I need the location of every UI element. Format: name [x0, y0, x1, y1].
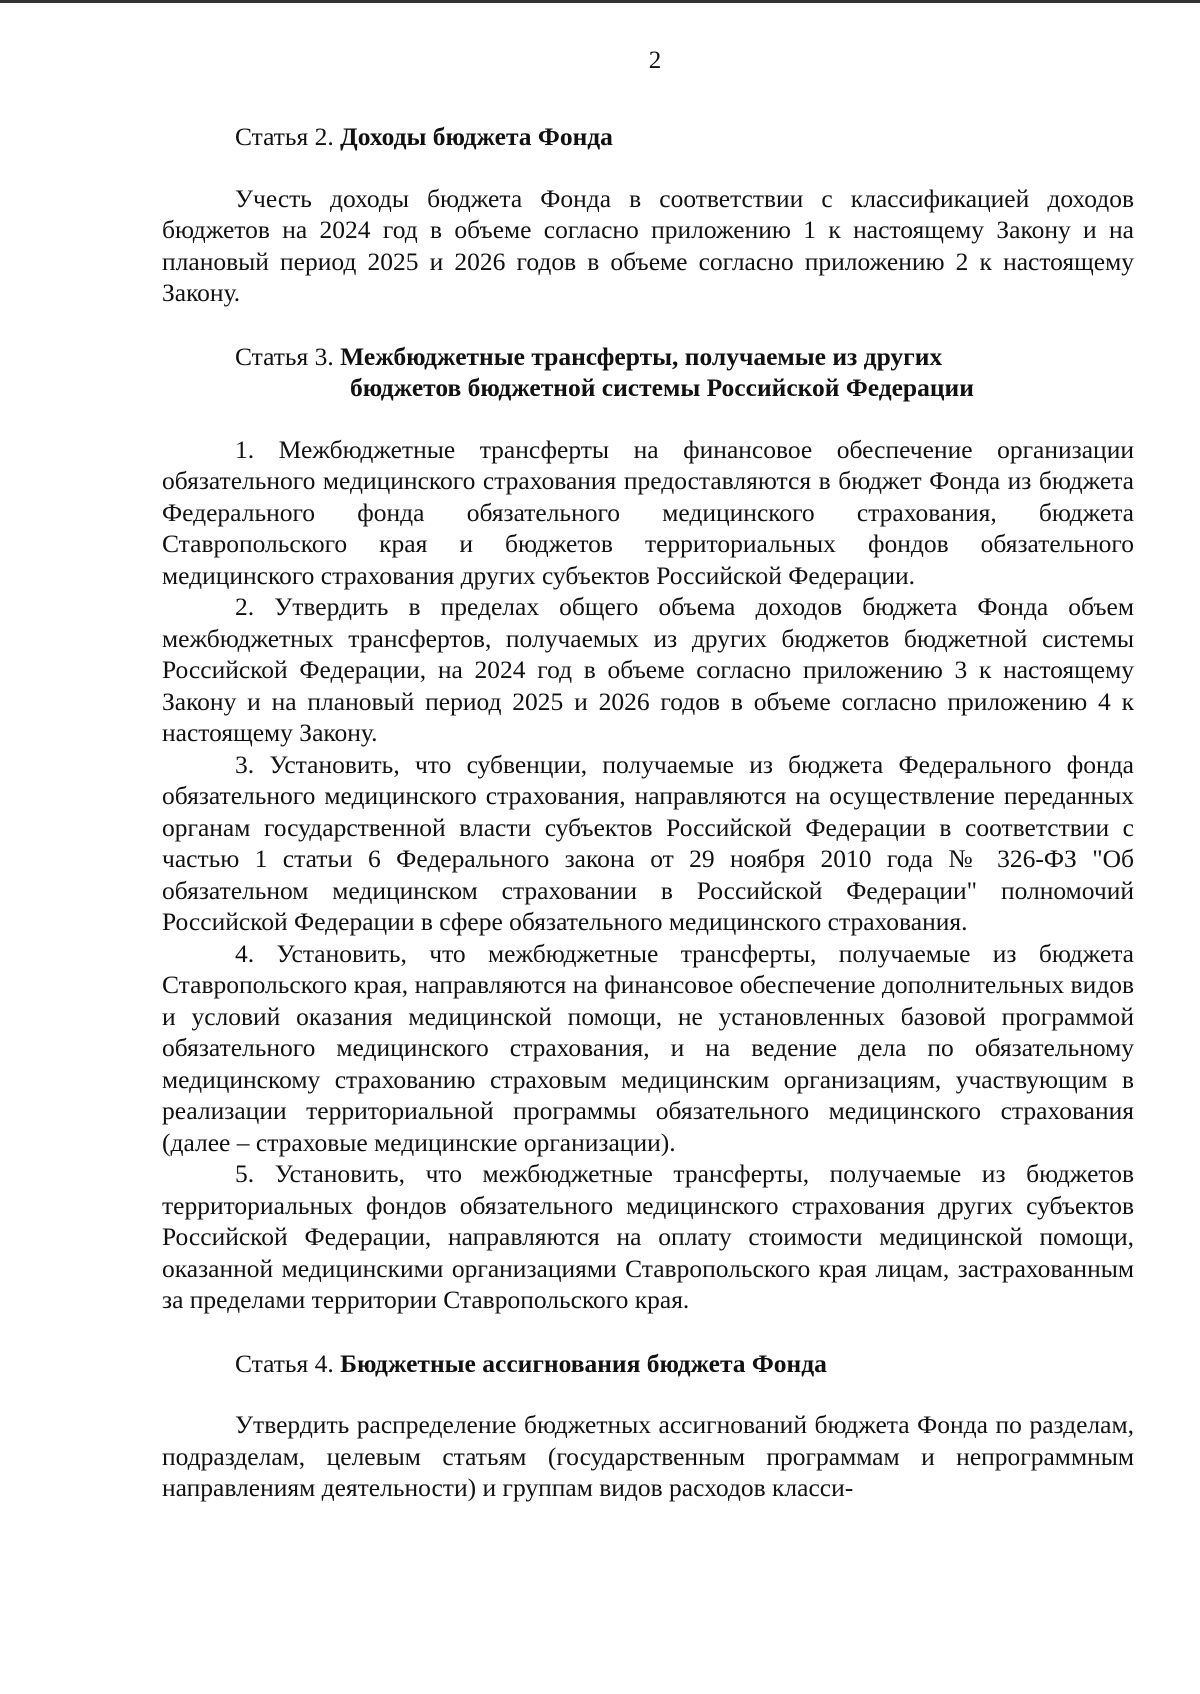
- document-body: [162, 121, 1134, 1504]
- article-4-title: Бюджетные ассигнования бюджета Фонда: [340, 1348, 827, 1378]
- page-number: 2: [648, 47, 662, 74]
- article-3-heading: [162, 341, 1134, 404]
- article-3-title-line1: Межбюджетные трансферты, получаемые из других: [340, 341, 943, 371]
- article-4-heading: [162, 1348, 1134, 1380]
- article-3-label: Статья 3.: [235, 341, 334, 371]
- article-2-title: Доходы бюджета Фонда: [340, 122, 613, 151]
- article-3-paragraph-1: 1. Межбюджетные трансферты на финансовое обеспечение организации обязательного медицинского страхования предоставляются в бюджет Фонда из бюджета Федерального фонда обязательного медицинского страхования, бюджета Ставропольского края и бюджетов территориальных фондов обязательного медицинского страхования других субъектов Российской Федерации.: [162, 434, 1134, 590]
- top-border-line: [0, 0, 1200, 3]
- article-3-paragraph-4: 4. Установить, что межбюджетные трансферты, получаемые из бюджета Ставропольского края, направляются на финансовое обеспечение дополнительных видов и условий оказания медицинской помощи, не установленных базовой программой обязательного медицинского страхования, и на ведение дела по обязательному медицинскому страхованию страховым медицинским организациям, участвующим в реализации территориальной программы обязательного медицинского страхования (далее – страховые медицинские организации).: [162, 938, 1134, 1157]
- article-3-paragraph-2: 2. Утвердить в пределах общего объема доходов бюджета Фонда объем межбюджетных трансфертов, получаемых из других бюджетов бюджетной системы Российской Федерации, на 2024 год в объеме согласно приложению 3 к настоящему Закону и на плановый период 2025 и 2026 годов в объеме согласно приложению 4 к настоящему Закону.: [162, 592, 1134, 747]
- article-3-title-line2: бюджетов бюджетной системы Российской Федерации: [350, 373, 974, 402]
- article-4-paragraph: Утвердить распределение бюджетных ассигнований бюджета Фонда по разделам, подразделам, целевым статьям (государственным программам и непрограммным направлениям деятельности) и группам видов расходов класси-: [162, 1410, 1134, 1502]
- article-2-paragraph: Учесть доходы бюджета Фонда в соответствии с классификацией доходов бюджетов на 2024 год в объеме согласно приложению 1 к настоящему Закону и на плановый период 2025 и 2026 годов в объеме согласно приложению 2 к настоящему Закону.: [162, 183, 1134, 307]
- article-3-paragraph-5: 5. Установить, что межбюджетные трансферты, получаемые из бюджетов территориальных фондов обязательного медицинского страхования других субъектов Российской Федерации, направляются на оплату стоимости медицинской помощи, оказанной медицинскими организациями Ставропольского края лицам, застрахованным за пределами территории Ставропольского края.: [162, 1159, 1134, 1314]
- article-2-heading: [162, 121, 1134, 153]
- article-3-paragraph-3: 3. Установить, что субвенции, получаемые из бюджета Федерального фонда обязательного медицинского страхования, направляются на осуществление переданных органам государственной власти субъектов Российской Федерации в соответствии с частью 1 статьи 6 Федерального закона от 29 ноября 2010 года № 326-ФЗ "Об обязательном медицинском страховании в Российской Федерации" полномочий Российской Федерации в сфере обязательного медицинского страхования.: [162, 749, 1134, 936]
- article-2-label: Статья 2.: [235, 122, 334, 151]
- article-4-label: Статья 4.: [235, 1348, 334, 1378]
